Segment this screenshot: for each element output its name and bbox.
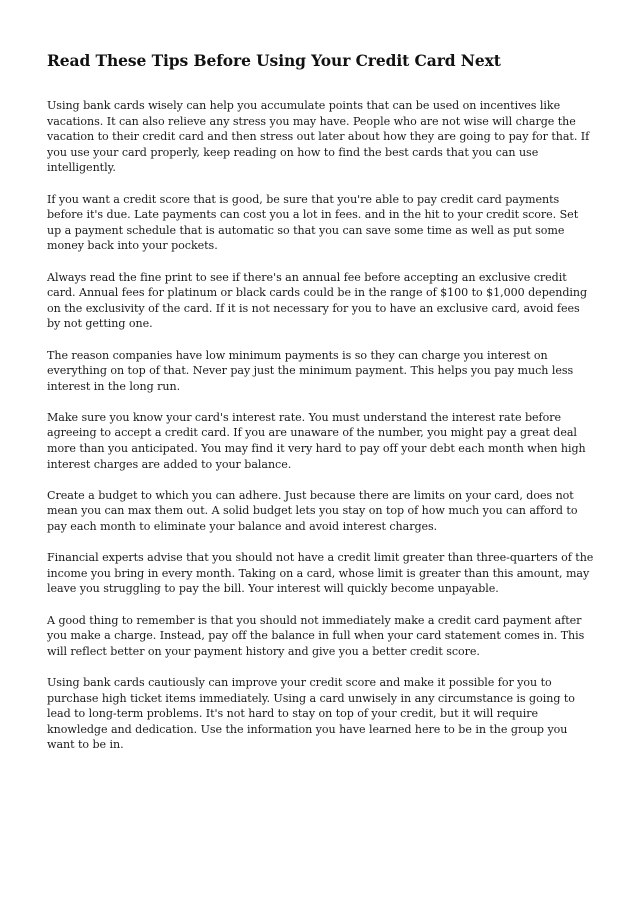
paragraph-3: Always read the fine print to see if there's an annual fee before accepting an exclusive credit card. Annual fees for platinum or black cards could be in the range of $100 to $1,000 depending on the exclusivity of the card. If it is not necessary for you to have an exclusive card, avoid fees by not getting one. [47, 270, 588, 331]
paragraph-2: If you want a credit score that is good, be sure that you're able to pay credit card payments before it's due. Late payments can cost you a lot in fees. and in the hit to your credit score. Set up a payment schedule that is automatic so that you can save some time as well as put some money back into your pockets. [47, 192, 579, 253]
paragraph-6: Create a budget to which you can adhere. Just because there are limits on your card, does not mean you can max them out. A solid budget lets you stay on top of how much you can afford to pay each month to eliminate your balance and avoid interest charges. [47, 488, 578, 534]
article-title: Read These Tips Before Using Your Credit Card Next [47, 51, 501, 70]
paragraph-7: Financial experts advise that you should not have a credit limit greater than three-quarters of the income you bring in every month. Taking on a card, whose limit is greater than this amount, may leave you struggling to pay the bill. Your interest will quickly become unpayable. [47, 551, 594, 596]
paragraph-5: Make sure you know your card's interest rate. You must understand the interest rate before agreeing to accept a credit card. If you are unaware of the number, you might pay a great deal more than you anticipated. You may find it very hard to pay off your debt each month when high interest charges are added to your balance. [47, 410, 586, 471]
paragraph-9: Using bank cards cautiously can improve your credit score and make it possible for you to purchase high ticket items immediately. Using a card unwisely in any circumstance is going to lead to long-term problems. It's not hard to stay on top of your credit, but it will require knowledge and dedication. Use the information you have learned here to be in the group you want to be in. [47, 675, 575, 752]
article-body [47, 50, 595, 769]
paragraph-4: The reason companies have low minimum payments is so they can charge you interest on everything on top of that. Never pay just the minimum payment. This helps you pay much less interest in the long run. [47, 348, 574, 393]
paragraph-1: Using bank cards wisely can help you accumulate points that can be used on incentives like vacations. It can also relieve any stress you may have. People who are not wise will charge the vacation to their credit card and then stress out later about how they are going to pay for that. If you use your card properly, keep reading on how to find the best cards that you can use intelligently. [47, 99, 590, 175]
paragraph-8: A good thing to remember is that you should not immediately make a credit card payment after you make a charge. Instead, pay off the balance in full when your card statement comes in. This will reflect better on your payment history and give you a better credit score. [47, 613, 585, 658]
